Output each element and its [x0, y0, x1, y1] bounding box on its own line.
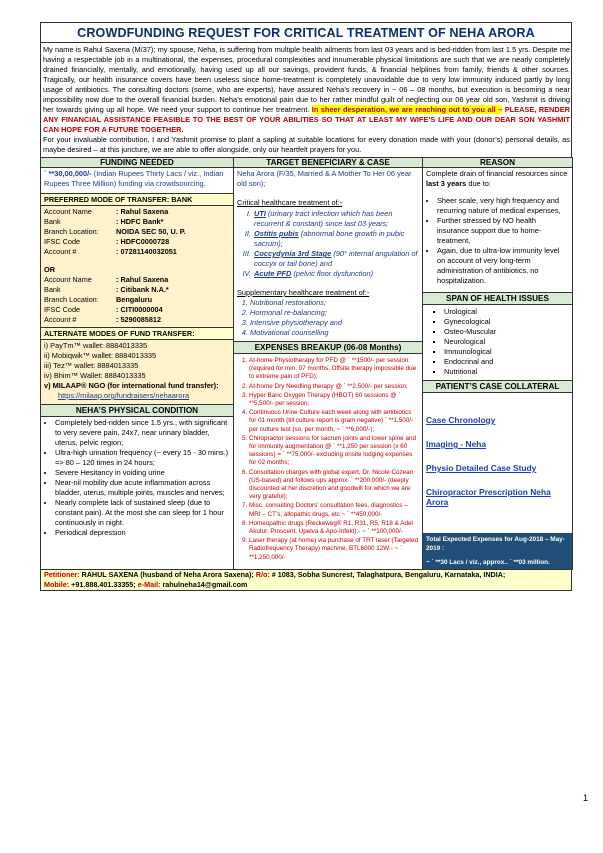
critical-text: [254, 209, 419, 229]
reason-list: [423, 195, 572, 292]
or-label: OR: [44, 265, 56, 274]
health-issue-item: ▪ Osteo-Muscular: [444, 327, 569, 337]
critical-item: [237, 209, 419, 229]
expenses-list: [234, 354, 422, 565]
collateral-link[interactable]: Physio Detailed Case Study: [426, 463, 537, 473]
critical-text: [254, 249, 419, 269]
bank-field-label: Bank: [44, 217, 61, 226]
bank-field-label: Account Name: [44, 207, 92, 216]
expense-item: 1. At-home Physiotherapy for PFD @ ` **1500/- per session. (required for min. 07 months. Offsite therapy impossible due to extreme pain of PFD);: [249, 357, 419, 382]
reason-column: [423, 168, 573, 570]
expense-item: 4. Continuous Urine Culture each week along with antibiotics for 01 month (till culture report is gram negative) ` **1,500/- per culture test (so, per month, ~ ` **6,000/-);: [249, 409, 419, 434]
reason-item: • Sheer scale, very high frequency and recurring nature of medical expenses,: [437, 196, 569, 216]
bank-field-label: Branch Location:: [44, 227, 99, 236]
critical-item: [237, 229, 419, 249]
bank-row: [44, 315, 230, 325]
bank-row: [44, 237, 230, 247]
total-label: Total Expected Expenses for Aug-2018 – May-2019 :: [426, 536, 565, 552]
wallet-item: ii) Mobiqwik™ wallet: 8884013335: [44, 351, 157, 360]
intro-text: [40, 43, 572, 157]
bank-field-value: Bengaluru: [116, 295, 153, 304]
reason-intro: Complete drain of financial resources since last 3 years due to:: [426, 169, 568, 188]
funding-amount: ` **30,00,000/- (Indian Rupees Thirty Lacs / viz., Indian Rupees Three Million) funding via crowdsourcing.: [44, 169, 224, 188]
span-heading: SPAN OF HEALTH ISSUES: [423, 292, 572, 305]
intro-paragraph-1: My name is Rahul Saxena (M/37); my spouse, Neha, is suffering from multiple health ailments from last 03 years and is bed-ridden from last 1.5 yrs. Despite me having a respectable job in a multinational, the expenses, procedural complexities and innumerable physical limitations are such that we are nearly completely drained financially, mentally, and emotionally, having used up all our savings, provident funds, & financial helplines from family, friends & other sources. Tragically, our health insurance covers have been useless since home-treatment is completely unavoidable due to very low immunity induced partly by long usage of antibiotics. The consulting doctors (some, who are experts), have assured Neha’s recovery in ~ 06 – 08 months, but execution is becoming a near impossibility now due to the overall financial burden. Neha’s emotional pain due to her rather mindful guilt of neglecting our 06 year old son, Yashmit is driving her towards giving up all hope. We need your support to continue her treatment.: [43, 45, 570, 114]
alternate-modes: [41, 340, 233, 404]
critical-term: Acute PFD: [254, 269, 292, 278]
critical-desc: (90° internal angulation of coccyx or tail bone) and: [254, 249, 418, 268]
critical-item: [237, 269, 419, 279]
condition-item: • Near-nil mobility due acute inflammation across bladder, uterus, multiple joints, muscles and nerves;: [55, 478, 230, 498]
supplementary-heading: Supplementary healthcare treatment of:-: [237, 288, 370, 297]
expense-item: 7. Misc. consulting Doctors’ consultation fees, diagnostics – MRI – CT’s, allopathic drugs, etc ~ ` **450,000/-: [249, 502, 419, 518]
bank-field-value: : 5290085812: [116, 315, 162, 324]
condition-item: • Ultra-high urination frequency (~ every 15 - 30 mins.) => 80 – 120 times in 24 hours;: [55, 448, 230, 468]
condition-item: • Completely bed-ridden since 1.5 yrs., with significant to very severe pain, 24x7, near urinary bladder, uterus, pelvic region;: [55, 418, 230, 448]
physical-condition: [41, 417, 233, 540]
critical-text: [254, 229, 419, 249]
physical-condition-heading: NEHA’S PHYSICAL CONDITION: [41, 404, 233, 417]
bank-field-value: : HDFC Bank*: [116, 217, 164, 226]
expense-item: 2. At-home Dry Needling therapy @ ` **2,500/- per session;: [249, 383, 419, 391]
milaap-label: v) MILAAP® NGO (for international fund transfer):: [44, 381, 219, 390]
health-issue-item: ▪ Neurological: [444, 337, 569, 347]
bank-field-label: IFSC Code: [44, 305, 81, 314]
bank-row: [44, 247, 230, 257]
condition-item: • Periodical depression: [55, 528, 230, 538]
critical-desc: (urinary tract infection which has been recurrent & constant) since last 03 years;: [254, 209, 393, 228]
bank-row: [44, 207, 230, 217]
span-list: [423, 305, 572, 380]
condition-item: • Severe Hesitancy in voiding urine: [55, 468, 230, 478]
critical-term: Ostitis pubis: [254, 229, 299, 238]
wallet-item: iv) Bhim™ Wallet: 8884013335: [44, 371, 146, 380]
health-issue-item: ▪ Gynecological: [444, 317, 569, 327]
bank-field-value: NOIDA SEC 50, U. P.: [116, 227, 186, 236]
critical-desc: (pelvic floor dysfunction): [291, 269, 374, 278]
collateral-links: [423, 393, 572, 533]
wallet-item: iii) Tez™ wallet: 8884013335: [44, 361, 139, 370]
health-issue-item: ▪ Urological: [444, 307, 569, 317]
document-page: [40, 22, 572, 591]
bank-row: [44, 217, 230, 227]
critical-term: Coccydynia 3rd Stage: [254, 249, 332, 258]
footer-contact: Petitioner: RAHUL SAXENA (husband of Neha Arora Saxena); R/o: # 1083, Sobha Suncrest, Talaghatpura, Bengaluru, Karnataka, INDIA; Mobile: +91.888.401.33355; e-Mail: rahulneha14@gmail.com: [40, 570, 572, 591]
collateral-link[interactable]: Case Chronology: [426, 415, 496, 425]
bank-row: [44, 275, 230, 285]
bank-field-label: Branch Location:: [44, 295, 99, 304]
intro-highlight: In sheer desperation, we are reaching out to you all –: [311, 105, 503, 114]
total-value: ~ ` **30 Lacs / viz., approx.. ` **03 million.: [426, 559, 550, 566]
bank-field-label: Account #: [44, 315, 77, 324]
reason-item: • Again, due to ultra-low immunity level on account of very long-term administration of antibiotics, no hospitalization.: [437, 246, 569, 286]
alternate-transfer-heading: ALTERNATE MODES OF FUND TRANSFER:: [41, 327, 233, 340]
supplementary-item: 2. Hormonal re-balancing;: [250, 308, 419, 318]
supplementary-item: 1. Nutritional restorations;: [250, 298, 419, 308]
bank-row: [44, 305, 230, 315]
expense-item: 8. Homeopathic drugs (Reckeweg® R1, R31, R5, R18 & Adel Akutur, Proscent, Upelva & Apo-Infekt):- ~ ` **100,000/-: [249, 520, 419, 536]
critical-number: IV.: [242, 269, 251, 278]
bank-transfer-heading: PREFERRED MODE OF TRANSFER: BANK: [41, 193, 233, 206]
beneficiary-column: [234, 168, 423, 570]
supplementary-item: 4. Motivational counselling: [250, 328, 419, 338]
beneficiary-intro: Neha Arora (F/35, Married & A Mother To Her 06 year old son);: [237, 169, 412, 188]
bank-details: [41, 206, 233, 327]
bank-row: [44, 295, 230, 305]
column-head-funding: FUNDING NEEDED: [41, 158, 234, 168]
expense-item: 3. Hyper Baric Oxygen Therapy (HBOT) 60 sessions @ ` **5,500/- per session;: [249, 392, 419, 408]
critical-number: III.: [242, 249, 251, 258]
expense-item: 6. Consultation charges with global expert, Dr. Nicole Cozean (US-based) and follows ups approx. ` **200,000/- (deeply discounted at her discretion and goodwill for which we are very grateful);: [249, 469, 419, 502]
expenses-heading: EXPENSES BREAKUP (06-08 Months): [234, 341, 422, 354]
column-head-beneficiary: TARGET BENEFICIARY & CASE: [234, 158, 423, 168]
bank-row: [44, 227, 230, 237]
page-number: 1: [583, 793, 589, 803]
critical-number: II.: [244, 229, 251, 238]
critical-term: UTI: [254, 209, 266, 218]
supplementary-item: 3. Intensive physiotherapy and: [250, 318, 419, 328]
supplementary-list: [234, 298, 422, 341]
collateral-link[interactable]: Imaging - Neha: [426, 439, 487, 449]
intro-paragraph-2: For your invaluable contribution, I and Yashmit promise to plant a sapling at suitable locations for every donation made with your (donor’s) personal details, as maybe desired – at this juncture, we are able to offer alongside, only our heartfelt prayers for you.: [43, 135, 570, 154]
bank-field-value: : Rahul Saxena: [116, 207, 169, 216]
critical-number: I.: [246, 209, 251, 218]
critical-heading: Critical healthcare treatment of:-: [237, 198, 343, 207]
expense-item: 5. Chiropractor sessions for sacrum joints and lower spine and for immunity augmentation @ ` **1,250 per session (x 60 sessions) = ` **75,000/- excluding onsite lodging expenses for 02 months;: [249, 435, 419, 468]
reason-item: • Further stressed by NO health insurance support due to home-treatment,: [437, 216, 569, 246]
column-head-reason: REASON: [423, 158, 573, 168]
health-issue-item: ▪ Endocrinal and: [444, 357, 569, 367]
funding-column: [41, 168, 234, 570]
bank-field-value: : Citibank N.A.*: [116, 285, 169, 294]
bank-field-value: : CITI0000004: [116, 305, 163, 314]
wallet-item: i) PayTm™ wallet: 8884013335: [44, 341, 148, 350]
condition-item: • Nearly complete lack of sustained sleep (due to constant pain). At the most she can sleep for 1 hour continuously in night.: [55, 498, 230, 528]
bank-row: [44, 285, 230, 295]
intro-appeal: PLEASE, RENDER ANY FINANCIAL ASSISTANCE FEASIBLE TO THE BEST OF YOUR ABILITIES SO THAT AT LEAST MY WIFE’S LIFE AND OUR DEAR SON YASHMIT CAN HOPE FOR A FUTURE TOGETHER.: [43, 105, 570, 134]
bank-field-label: Bank: [44, 285, 61, 294]
milaap-link[interactable]: https://milaap.org/fundraisers/nehaarora: [58, 391, 190, 400]
expense-item: 9. Laser therapy (at home) via purchase of TRT laser (Targeted Radiofrequency Therapy) machine, BTL6000 12W:- ~ ` **1,250,000/-: [249, 537, 419, 562]
bank-field-value: : Rahul Saxena: [116, 275, 169, 284]
critical-text: [254, 269, 373, 279]
main-table: [40, 157, 573, 570]
bank-field-label: IFSC Code: [44, 237, 81, 246]
collateral-link[interactable]: Chiropractor Prescription Neha Arora: [426, 487, 551, 507]
bank-field-value: : HDFC0000728: [116, 237, 170, 246]
health-issue-item: ▪ Nutritional: [444, 367, 569, 377]
bank-field-label: Account #: [44, 247, 77, 256]
collateral-heading: PATIENT’S CASE COLLATERAL: [423, 380, 572, 393]
critical-item: [237, 249, 419, 269]
health-issue-item: ▪ Immunological: [444, 347, 569, 357]
bank-field-label: Account Name: [44, 275, 92, 284]
page-title: CROWDFUNDING REQUEST FOR CRITICAL TREATMENT OF NEHA ARORA: [40, 22, 572, 43]
bank-field-value: : 07281140032051: [116, 247, 177, 256]
critical-desc: (abnormal bone growth in pubic sacrum);: [254, 229, 405, 248]
critical-list: [234, 208, 422, 287]
total-expenses: [423, 533, 572, 569]
